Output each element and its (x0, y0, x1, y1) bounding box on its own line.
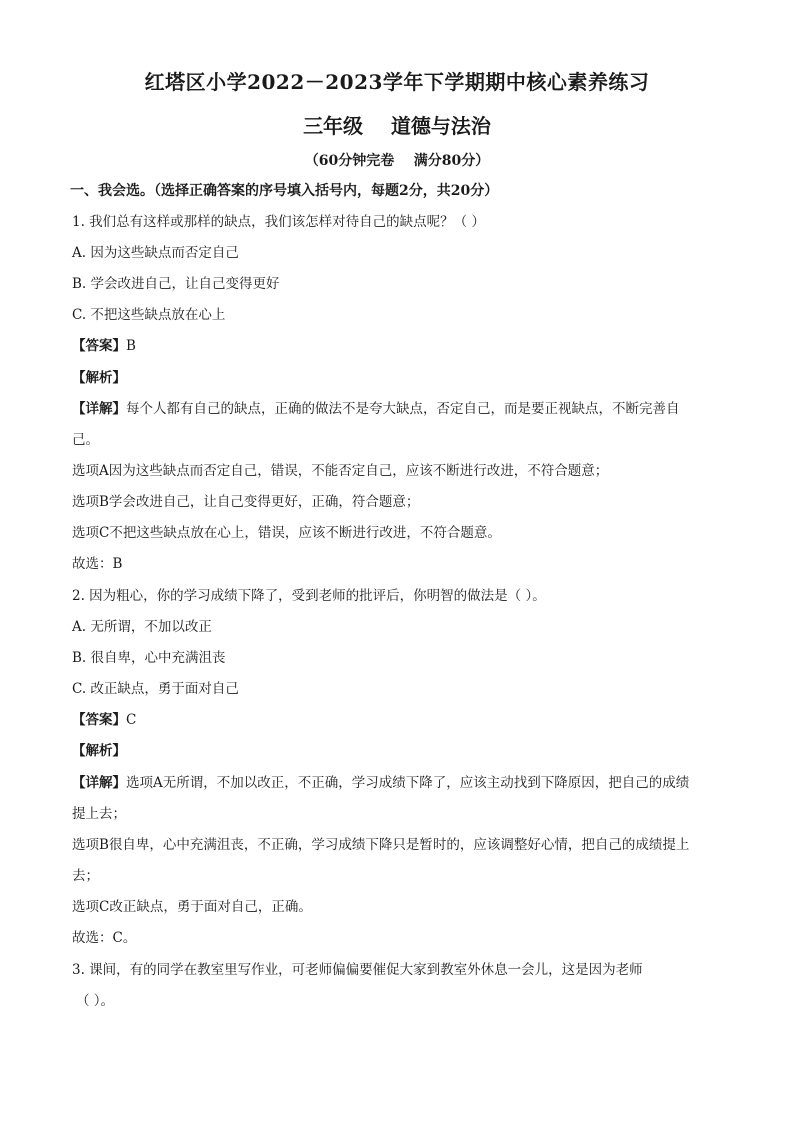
q3-stem: 3. 课间，有的同学在教室里写作业，可老师偏偏要催促大家到教室外休息一会儿，这是因为老师 (72, 962, 643, 978)
q1-conclusion: 故选：B (72, 556, 123, 572)
section-heading: 一、我会选。（选择正确答案的序号填入括号内，每题2分，共20分） (70, 183, 499, 199)
answer-value: B (126, 338, 136, 354)
detail-tag: 【详解】 (72, 775, 126, 791)
q2-option-b: B. 很自卑，心中充满沮丧 (72, 650, 226, 666)
q3-stem-cont: （ ）。 (76, 993, 115, 1009)
q2-detail-cont: 提上去； (72, 806, 126, 822)
q2-stem: 2. 因为粗心，你的学习成绩下降了，受到老师的批评后，你明智的做法是（ ）。 (72, 588, 546, 604)
answer-tag: 【答案】 (72, 338, 126, 354)
analysis-tag: 【解析】 (72, 743, 126, 759)
q2-answer (72, 710, 136, 730)
analysis-tag: 【解析】 (72, 370, 126, 386)
q1-explain-b: 选项B学会改进自己，让自己变得更好，正确，符合题意； (72, 494, 420, 510)
q2-option-c: C. 改正缺点，勇于面对自己 (72, 681, 239, 697)
grade-subject: 三年级 道德与法治 (303, 114, 491, 138)
q2-explain-b-cont: 去； (72, 868, 99, 884)
exam-meta: （60分钟完卷 满分80分） (304, 153, 490, 169)
q2-explain-c: 选项C改正缺点，勇于面对自己，正确。 (72, 899, 312, 915)
q1-option-a: A. 因为这些缺点而否定自己 (72, 245, 239, 261)
q2-analysis (72, 741, 126, 761)
q2-explain-b: 选项B很自卑，心中充满沮丧，不正确，学习成绩下降只是暂时的，应该调整好心情，把自己的成绩提上 (72, 837, 690, 853)
q2-option-a: A. 无所谓，不加以改正 (72, 619, 212, 635)
answer-tag: 【答案】 (72, 712, 126, 728)
q1-explain-c: 选项C不把这些缺点放在心上，错误，应该不断进行改进，不符合题意。 (72, 525, 501, 541)
q1-detail (72, 399, 680, 419)
q1-option-b: B. 学会改进自己，让自己变得更好 (72, 276, 280, 292)
q1-detail-cont: 己。 (72, 432, 99, 448)
exam-title: 红塔区小学2022－2023学年下学期期中核心素养练习 (144, 70, 650, 94)
q2-detail (72, 773, 689, 793)
q1-explain-a: 选项A因为这些缺点而否定自己，错误，不能否定自己，应该不断进行改进，不符合题意； (72, 463, 609, 479)
detail-text: 选项A无所谓，不加以改正，不正确，学习成绩下降了，应该主动找到下降原因，把自己的成绩 (126, 775, 690, 791)
detail-tag: 【详解】 (72, 401, 126, 417)
q1-answer (72, 336, 136, 356)
q1-option-c: C. 不把这些缺点放在心上 (72, 307, 226, 323)
q2-conclusion: 故选：C。 (72, 930, 137, 946)
answer-value: C (126, 712, 137, 728)
q1-stem: 1. 我们总有这样或那样的缺点，我们该怎样对待自己的缺点呢？（ ） (72, 214, 485, 230)
detail-text: 每个人都有自己的缺点，正确的做法不是夸大缺点，否定自己，而是要正视缺点，不断完善自 (126, 401, 680, 417)
q1-analysis (72, 368, 126, 388)
